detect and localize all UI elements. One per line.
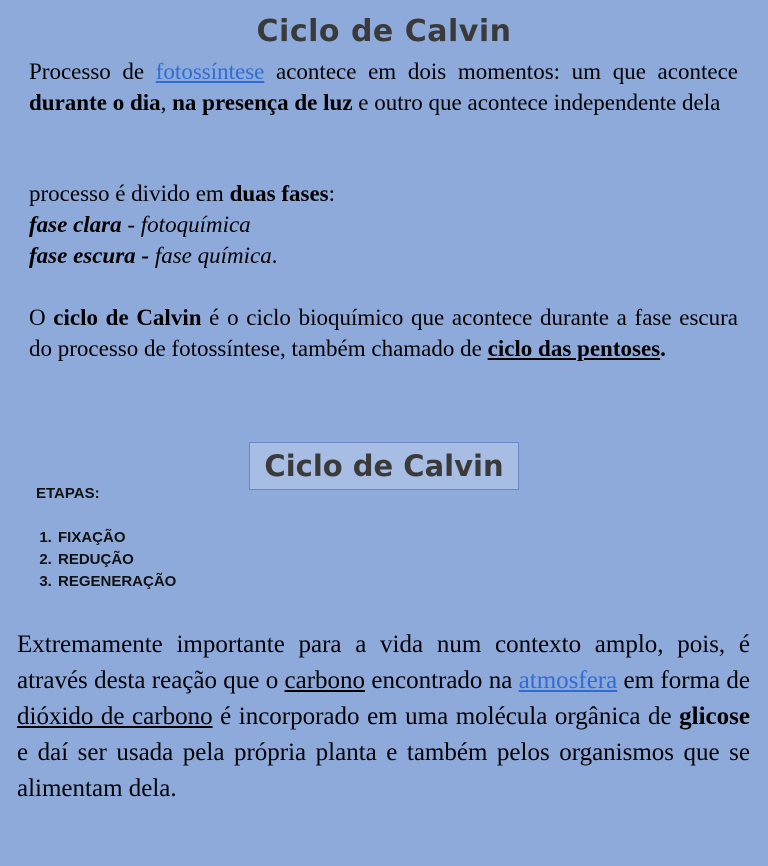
bold-italic-text: fase clara [29,212,122,237]
section-title-box: Ciclo de Calvin [249,442,519,490]
italic-text: fase química [149,243,272,268]
etapas-heading: ETAPAS: [36,485,100,502]
phase-escura-line [29,240,738,271]
text: O [29,305,54,330]
list-item: 2. REDUÇÃO [56,549,176,571]
text: Extremamente importante para a vida num contexto amplo, pois, é através desta reação que o [17,631,750,694]
underline-text: carbono [284,667,366,694]
bold-underline-text: ciclo das pentoses [487,336,661,361]
text: é o ciclo bioquímico que acontece durante a fase escura do processo de fotossíntese, também chamado de [29,305,738,361]
italic-text: - fotoquímica [121,212,251,237]
list-item: 1. FIXAÇÃO [56,527,176,549]
text: é incorporado em uma molécula orgânica de [212,703,680,730]
bold-text: glicose [679,703,750,730]
bold-text: duas fases [229,181,329,206]
bold-text: durante o dia [29,90,161,115]
text: e daí ser usada pela própria planta e também pelos organismos que se alimentam dela. [17,739,750,802]
text: em forma de [617,667,750,694]
text: encontrado na [365,667,519,694]
underline-text: dióxido de carbono [17,703,213,730]
text: Processo de [29,59,156,84]
text: : [328,181,336,206]
text: , [160,90,173,115]
text: . [660,336,666,361]
text: e outro que acontece independente dela [352,90,721,115]
bold-text: na presença de luz [172,90,353,115]
list-item: 3. REGENERAÇÃO [56,571,176,593]
fotossintese-link[interactable]: fotossíntese [155,59,265,84]
etapas-list [36,483,176,593]
text: . [271,243,278,268]
phases-paragraph [29,178,738,271]
calvin-definition-paragraph [29,302,738,364]
intro-paragraph [29,56,738,118]
atmosfera-link[interactable]: atmosfera [518,667,618,694]
page-title: Ciclo de Calvin [256,14,512,49]
phase-clara-line [29,209,738,240]
text: acontece em dois momentos: um que acontece [264,59,738,84]
bold-italic-text: fase escura - [29,243,150,268]
importance-paragraph [17,627,750,807]
text: processo é divido em [29,181,230,206]
phases-intro-line [29,178,738,209]
bold-text: ciclo de Calvin [53,305,202,330]
